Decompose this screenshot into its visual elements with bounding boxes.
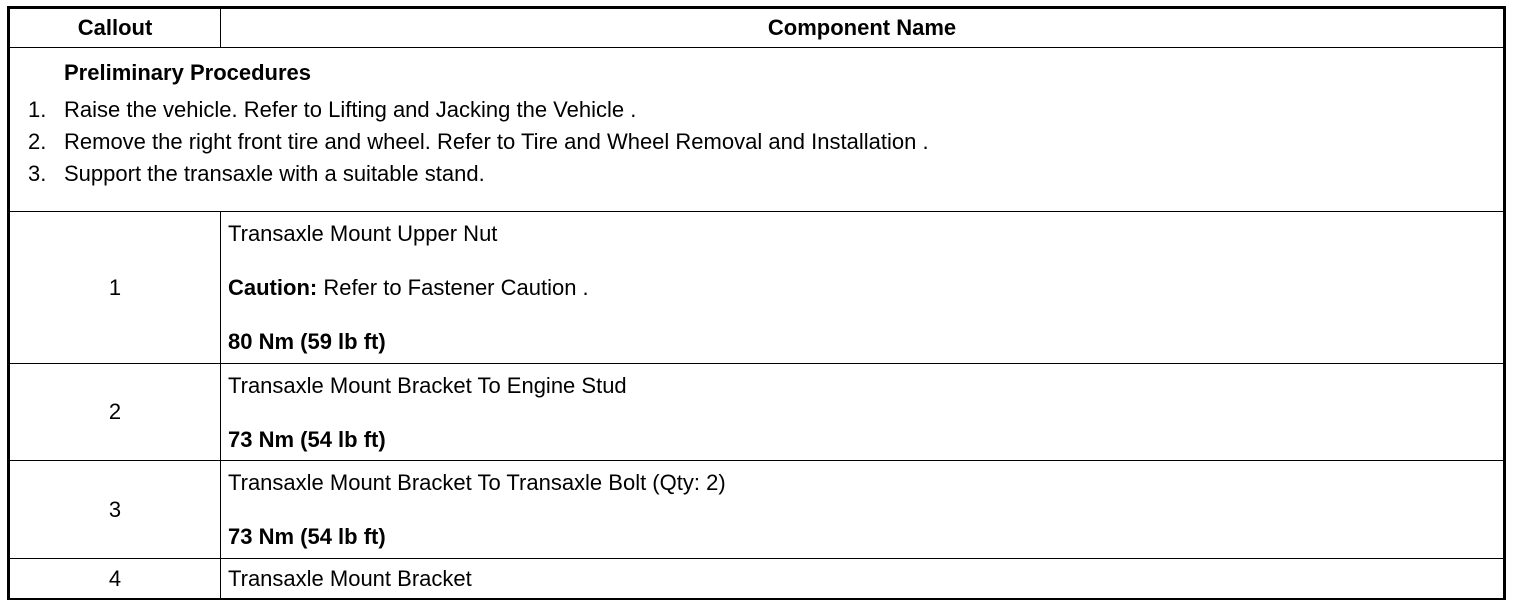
caution-text: Refer to Fastener Caution . xyxy=(317,275,589,300)
header-row xyxy=(10,9,1504,48)
preliminary-title: Preliminary Procedures xyxy=(64,60,312,85)
component-name-header: Component Name xyxy=(221,9,1504,48)
torque-spec: 80 Nm (59 lb ft) xyxy=(228,329,386,354)
component-cell xyxy=(221,364,1504,461)
component-name: Transaxle Mount Upper Nut xyxy=(228,221,498,246)
table-row xyxy=(10,212,1504,364)
callout-number: 4 xyxy=(10,559,221,599)
step-text: Support the transaxle with a suitable stand. xyxy=(64,161,485,186)
callout-header: Callout xyxy=(10,9,221,48)
table-row xyxy=(10,461,1504,559)
preliminary-row xyxy=(10,48,1504,212)
torque-spec: 73 Nm (54 lb ft) xyxy=(228,524,386,549)
preliminary-steps xyxy=(10,94,1503,190)
table-row xyxy=(10,364,1504,461)
callout-number: 1 xyxy=(10,212,221,364)
preliminary-cell xyxy=(10,48,1504,212)
caution-label: Caution: xyxy=(228,275,318,300)
step-number: 2. xyxy=(28,129,47,154)
component-cell xyxy=(221,559,1504,599)
torque-spec: 73 Nm (54 lb ft) xyxy=(228,427,386,452)
step-item xyxy=(10,126,1503,158)
step-number: 3. xyxy=(28,161,47,186)
table-row xyxy=(10,559,1504,599)
step-text: Remove the right front tire and wheel. Refer to Tire and Wheel Removal and Installation . xyxy=(64,129,929,154)
caution-note xyxy=(228,274,1503,301)
step-item xyxy=(10,158,1503,190)
component-table xyxy=(9,8,1504,599)
component-name: Transaxle Mount Bracket xyxy=(228,566,472,591)
component-name: Transaxle Mount Bracket To Engine Stud xyxy=(228,373,627,398)
step-number: 1. xyxy=(28,97,47,122)
component-name: Transaxle Mount Bracket To Transaxle Bolt (Qty: 2) xyxy=(228,470,726,495)
component-cell xyxy=(221,461,1504,559)
component-cell xyxy=(221,212,1504,364)
step-item xyxy=(10,94,1503,126)
callout-number: 2 xyxy=(10,364,221,461)
component-table-frame xyxy=(7,6,1506,600)
callout-number: 3 xyxy=(10,461,221,559)
step-text: Raise the vehicle. Refer to Lifting and Jacking the Vehicle . xyxy=(64,97,637,122)
